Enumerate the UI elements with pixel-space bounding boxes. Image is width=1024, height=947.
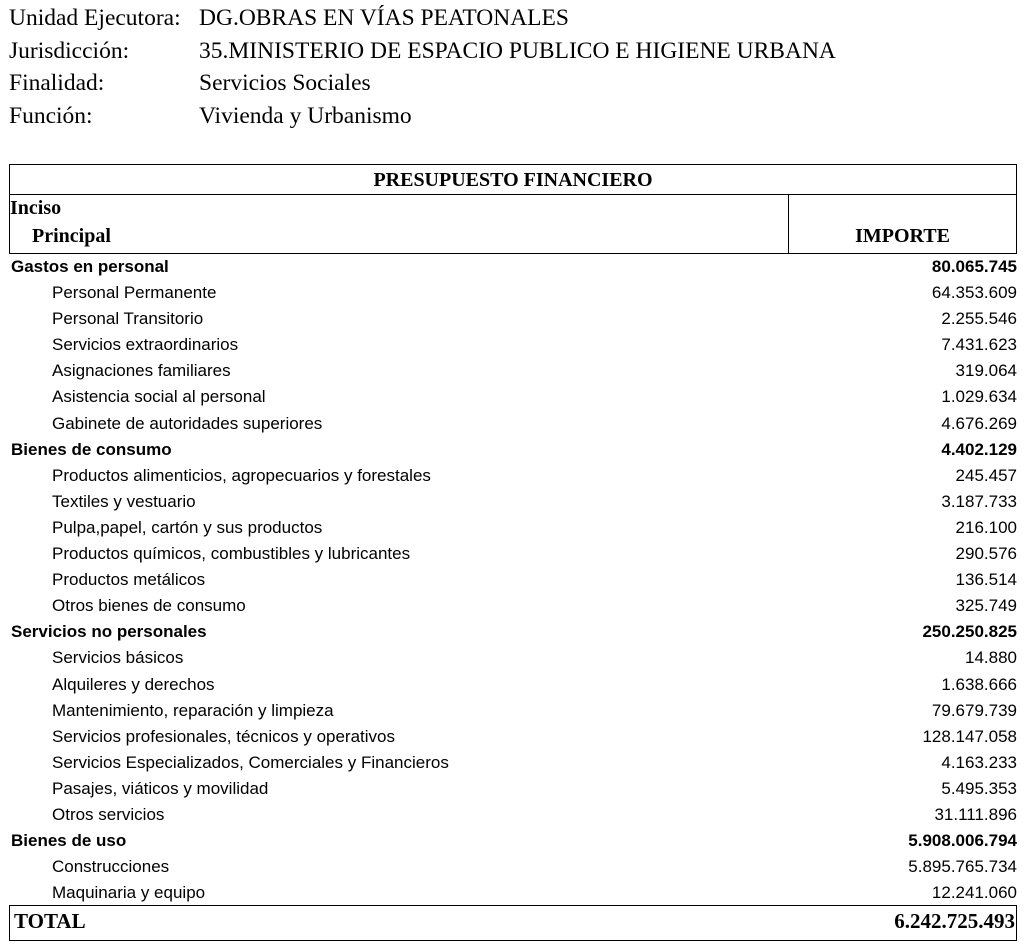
row-amount: 7.431.623 xyxy=(941,335,1017,355)
header-label: Jurisdicción: xyxy=(9,37,130,64)
budget-table xyxy=(9,164,1017,941)
row-amount: 319.064 xyxy=(955,361,1017,381)
category-label: Servicios no personales xyxy=(11,622,207,642)
header-value: 35.MINISTERIO DE ESPACIO PUBLICO E HIGIENE URBANA xyxy=(199,37,836,64)
row-amount: 14.880 xyxy=(965,648,1017,668)
category-amount: 5.908.006.794 xyxy=(908,831,1017,851)
category-label: Gastos en personal xyxy=(11,257,169,276)
row-label: Servicios Especializados, Comerciales y Financieros xyxy=(52,752,449,772)
table-body xyxy=(9,254,1017,906)
table-row xyxy=(9,672,1017,698)
table-row xyxy=(9,358,1017,384)
table-row xyxy=(9,802,1017,828)
table-row xyxy=(9,698,1017,724)
row-label: Mantenimiento, reparación y limpieza xyxy=(52,700,334,720)
row-amount: 3.187.733 xyxy=(941,491,1017,511)
header-label: Finalidad: xyxy=(9,70,105,96)
table-row xyxy=(9,411,1017,437)
table-row xyxy=(9,880,1017,906)
table-row xyxy=(9,724,1017,750)
row-label: Maquinaria y equipo xyxy=(52,883,206,903)
total-amount: 6.242.725.493 xyxy=(894,909,1015,933)
row-label: Servicios básicos xyxy=(52,648,184,668)
row-label: Otros servicios xyxy=(52,804,165,824)
category-amount: 250.250.825 xyxy=(922,622,1017,642)
row-amount: 1.638.666 xyxy=(941,674,1017,694)
row-amount: 1.029.634 xyxy=(941,387,1017,407)
row-label: Personal Permanente xyxy=(52,283,217,303)
header-value: Vivienda y Urbanismo xyxy=(199,102,412,129)
column-inciso: Inciso xyxy=(10,197,62,219)
column-header-concept xyxy=(10,195,789,253)
row-label: Asistencia social al personal xyxy=(52,387,266,407)
table-title: PRESUPUESTO FINANCIERO xyxy=(9,164,1017,195)
header-row-funcion xyxy=(9,100,1009,133)
category-amount: 4.402.129 xyxy=(941,439,1017,459)
header-label: Función: xyxy=(9,102,93,129)
row-label: Productos químicos, combustibles y lubricantes xyxy=(52,544,411,564)
row-amount: 64.353.609 xyxy=(931,283,1017,303)
table-row xyxy=(9,515,1017,541)
total-label: TOTAL xyxy=(14,909,86,933)
row-amount: 290.576 xyxy=(955,544,1017,564)
table-row xyxy=(9,593,1017,619)
column-principal: Principal xyxy=(32,225,111,247)
row-amount: 216.100 xyxy=(955,517,1017,537)
row-amount: 325.749 xyxy=(955,596,1017,616)
row-label: Textiles y vestuario xyxy=(52,491,196,511)
row-label: Otros bienes de consumo xyxy=(52,596,246,616)
category-row xyxy=(9,437,1017,463)
row-amount: 79.679.739 xyxy=(931,700,1017,720)
row-label: Servicios extraordinarios xyxy=(52,335,239,355)
table-row xyxy=(9,332,1017,358)
row-amount: 4.676.269 xyxy=(941,413,1017,433)
row-label: Productos alimenticios, agropecuarios y forestales xyxy=(52,465,431,485)
row-amount: 12.241.060 xyxy=(931,883,1017,903)
table-row xyxy=(9,463,1017,489)
category-row xyxy=(9,254,1017,280)
row-label: Pulpa,papel, cartón y sus productos xyxy=(52,517,323,537)
row-amount: 5.895.765.734 xyxy=(908,857,1017,877)
total-row xyxy=(9,905,1017,941)
header-row-unidad xyxy=(9,2,1009,35)
row-label: Pasajes, viáticos y movilidad xyxy=(52,778,269,798)
row-amount: 136.514 xyxy=(955,570,1017,590)
column-importe: IMPORTE xyxy=(855,225,950,247)
table-row xyxy=(9,645,1017,671)
row-label: Personal Transitorio xyxy=(52,309,204,329)
row-amount: 4.163.233 xyxy=(941,752,1017,772)
table-row xyxy=(9,776,1017,802)
table-row xyxy=(9,567,1017,593)
category-row xyxy=(9,828,1017,854)
table-row xyxy=(9,541,1017,567)
header-row-jurisdiccion xyxy=(9,35,1009,68)
table-row xyxy=(9,280,1017,306)
category-amount: 80.065.745 xyxy=(931,257,1017,276)
table-row xyxy=(9,306,1017,332)
header-value: DG.OBRAS EN VÍAS PEATONALES xyxy=(199,5,569,31)
category-label: Bienes de uso xyxy=(11,831,127,851)
row-amount: 2.255.546 xyxy=(941,309,1017,329)
header-row-finalidad xyxy=(9,67,1009,100)
row-label: Gabinete de autoridades superiores xyxy=(52,413,323,433)
table-row xyxy=(9,854,1017,880)
row-amount: 245.457 xyxy=(955,465,1017,485)
category-row xyxy=(9,619,1017,645)
row-label: Construcciones xyxy=(52,857,170,877)
row-label: Alquileres y derechos xyxy=(52,674,215,694)
table-row xyxy=(9,384,1017,410)
header-label: Unidad Ejecutora: xyxy=(9,5,181,31)
row-amount: 31.111.896 xyxy=(934,804,1017,824)
budget-header xyxy=(9,2,1009,132)
table-row xyxy=(9,750,1017,776)
row-amount: 128.147.058 xyxy=(922,726,1017,746)
row-label: Servicios profesionales, técnicos y operativos xyxy=(52,726,395,746)
header-value: Servicios Sociales xyxy=(199,70,371,96)
row-label: Productos metálicos xyxy=(52,570,206,590)
row-label: Asignaciones familiares xyxy=(52,361,231,381)
table-row xyxy=(9,489,1017,515)
column-header xyxy=(9,194,1017,254)
category-label: Bienes de consumo xyxy=(11,439,172,459)
row-amount: 5.495.353 xyxy=(941,778,1017,798)
